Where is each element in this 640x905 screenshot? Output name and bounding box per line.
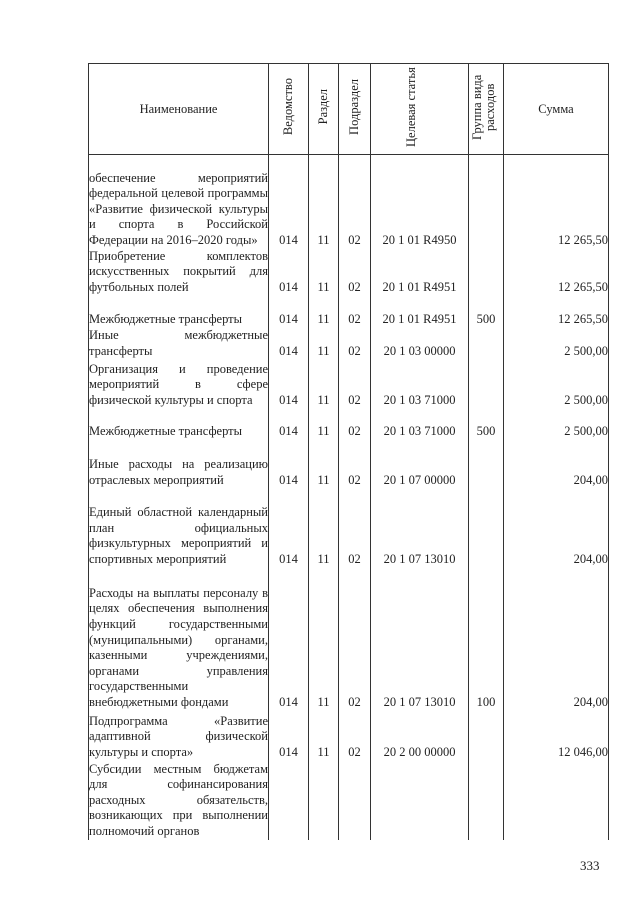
budget-table-container bbox=[88, 63, 608, 840]
row-podrazdel: 02 bbox=[339, 489, 371, 568]
row-podrazdel: 02 bbox=[339, 328, 371, 360]
row-summa: 12 265,50 bbox=[504, 296, 609, 328]
row-celevaya: 20 1 03 00000 bbox=[371, 328, 469, 360]
header-ved: Ведомство bbox=[269, 64, 309, 155]
row-summa: 12 046,00 bbox=[504, 711, 609, 761]
row-ved: 014 bbox=[269, 711, 309, 761]
row-razdel: 11 bbox=[309, 489, 339, 568]
header-name: Наименование bbox=[89, 64, 269, 155]
row-name: Иные межбюджетные трансферты bbox=[89, 328, 268, 358]
header-summa: Сумма bbox=[504, 64, 609, 155]
table-row bbox=[89, 761, 609, 840]
row-podrazdel: 02 bbox=[339, 568, 371, 711]
row-podrazdel: 02 bbox=[339, 360, 371, 409]
table-row bbox=[89, 489, 609, 568]
row-ved: 014 bbox=[269, 360, 309, 409]
row-gruppa: 500 bbox=[469, 296, 504, 328]
row-podrazdel bbox=[339, 761, 371, 840]
table-row bbox=[89, 249, 609, 296]
table-header-row bbox=[89, 64, 609, 155]
row-gruppa bbox=[469, 360, 504, 409]
row-podrazdel: 02 bbox=[339, 440, 371, 489]
row-razdel: 11 bbox=[309, 409, 339, 440]
row-gruppa bbox=[469, 155, 504, 249]
row-gruppa bbox=[469, 489, 504, 568]
row-ved: 014 bbox=[269, 568, 309, 711]
row-summa: 204,00 bbox=[504, 489, 609, 568]
row-celevaya: 20 2 00 00000 bbox=[371, 711, 469, 761]
row-gruppa bbox=[469, 711, 504, 761]
row-gruppa bbox=[469, 328, 504, 360]
row-name: Подпрограмма «Развитие адаптивной физической культуры и спорта» bbox=[89, 711, 269, 761]
row-razdel: 11 bbox=[309, 711, 339, 761]
row-summa: 12 265,50 bbox=[504, 249, 609, 296]
row-razdel: 11 bbox=[309, 568, 339, 711]
budget-table bbox=[88, 63, 609, 840]
row-gruppa bbox=[469, 249, 504, 296]
row-celevaya: 20 1 07 13010 bbox=[371, 568, 469, 711]
row-summa: 204,00 bbox=[504, 568, 609, 711]
row-gruppa: 100 bbox=[469, 568, 504, 711]
table-row bbox=[89, 155, 609, 249]
row-ved: 014 bbox=[269, 155, 309, 249]
row-celevaya: 20 1 03 71000 bbox=[371, 360, 469, 409]
row-celevaya: 20 1 07 00000 bbox=[371, 440, 469, 489]
row-name: обеспечение мероприятий федеральной целевой программы «Развитие физической культуры и спорта в Российской Федерации на 2016–2020 годы» bbox=[89, 155, 269, 249]
row-ved: 014 bbox=[269, 328, 309, 360]
table-row bbox=[89, 360, 609, 409]
table-row bbox=[89, 328, 609, 360]
row-name: Межбюджетные трансферты bbox=[89, 409, 269, 440]
row-razdel: 11 bbox=[309, 296, 339, 328]
table-row bbox=[89, 440, 609, 489]
row-summa bbox=[504, 761, 609, 840]
table-row bbox=[89, 711, 609, 761]
row-razdel: 11 bbox=[309, 249, 339, 296]
table-row bbox=[89, 296, 609, 328]
row-name: Организация и проведение мероприятий в сфере физической культуры и спорта bbox=[89, 360, 269, 409]
row-name: Субсидии местным бюджетам для софинансирования расходных обязательств, возникающих при выполнении полномочий органов bbox=[89, 761, 268, 838]
row-gruppa bbox=[469, 440, 504, 489]
row-celevaya bbox=[371, 761, 469, 840]
row-ved: 014 bbox=[269, 249, 309, 296]
row-ved: 014 bbox=[269, 489, 309, 568]
page-number: 333 bbox=[580, 858, 600, 873]
row-gruppa: 500 bbox=[469, 409, 504, 440]
row-podrazdel: 02 bbox=[339, 711, 371, 761]
row-ved: 014 bbox=[269, 440, 309, 489]
row-name: Единый областной календарный план официальных физкультурных мероприятий и спортивных мероприятий bbox=[89, 489, 269, 568]
row-razdel: 11 bbox=[309, 328, 339, 360]
row-razdel: 11 bbox=[309, 440, 339, 489]
row-celevaya: 20 1 03 71000 bbox=[371, 409, 469, 440]
row-name: Расходы на выплаты персоналу в целях обеспечения выполнения функций государственными (муниципальными) органами, казенными учреждениями, органами управления государственными внебюджетными фондами bbox=[89, 568, 269, 711]
row-name: Приобретение комплектов искусственных покрытий для футбольных полей bbox=[89, 248, 268, 294]
row-podrazdel: 02 bbox=[339, 409, 371, 440]
row-podrazdel: 02 bbox=[339, 155, 371, 249]
row-podrazdel: 02 bbox=[339, 296, 371, 328]
row-name: Межбюджетные трансферты bbox=[89, 296, 269, 328]
row-gruppa bbox=[469, 761, 504, 840]
row-razdel bbox=[309, 761, 339, 840]
row-podrazdel: 02 bbox=[339, 249, 371, 296]
header-gruppa: Группа вида расходов bbox=[469, 64, 504, 155]
row-summa: 2 500,00 bbox=[504, 328, 609, 360]
table-row bbox=[89, 568, 609, 711]
row-summa: 2 500,00 bbox=[504, 360, 609, 409]
header-podrazdel: Подраздел bbox=[339, 64, 371, 155]
row-ved: 014 bbox=[269, 409, 309, 440]
row-summa: 2 500,00 bbox=[504, 409, 609, 440]
row-celevaya: 20 1 07 13010 bbox=[371, 489, 469, 568]
row-celevaya: 20 1 01 R4951 bbox=[371, 296, 469, 328]
row-summa: 204,00 bbox=[504, 440, 609, 489]
row-razdel: 11 bbox=[309, 155, 339, 249]
header-razdel: Раздел bbox=[309, 64, 339, 155]
row-ved bbox=[269, 761, 309, 840]
row-name: Иные расходы на реализацию отраслевых мероприятий bbox=[89, 440, 269, 489]
header-celevaya: Целевая статья bbox=[371, 64, 469, 155]
table-row bbox=[89, 409, 609, 440]
row-razdel: 11 bbox=[309, 360, 339, 409]
row-ved: 014 bbox=[269, 296, 309, 328]
row-celevaya: 20 1 01 R4951 bbox=[371, 249, 469, 296]
row-celevaya: 20 1 01 R4950 bbox=[371, 155, 469, 249]
row-summa: 12 265,50 bbox=[504, 155, 609, 249]
